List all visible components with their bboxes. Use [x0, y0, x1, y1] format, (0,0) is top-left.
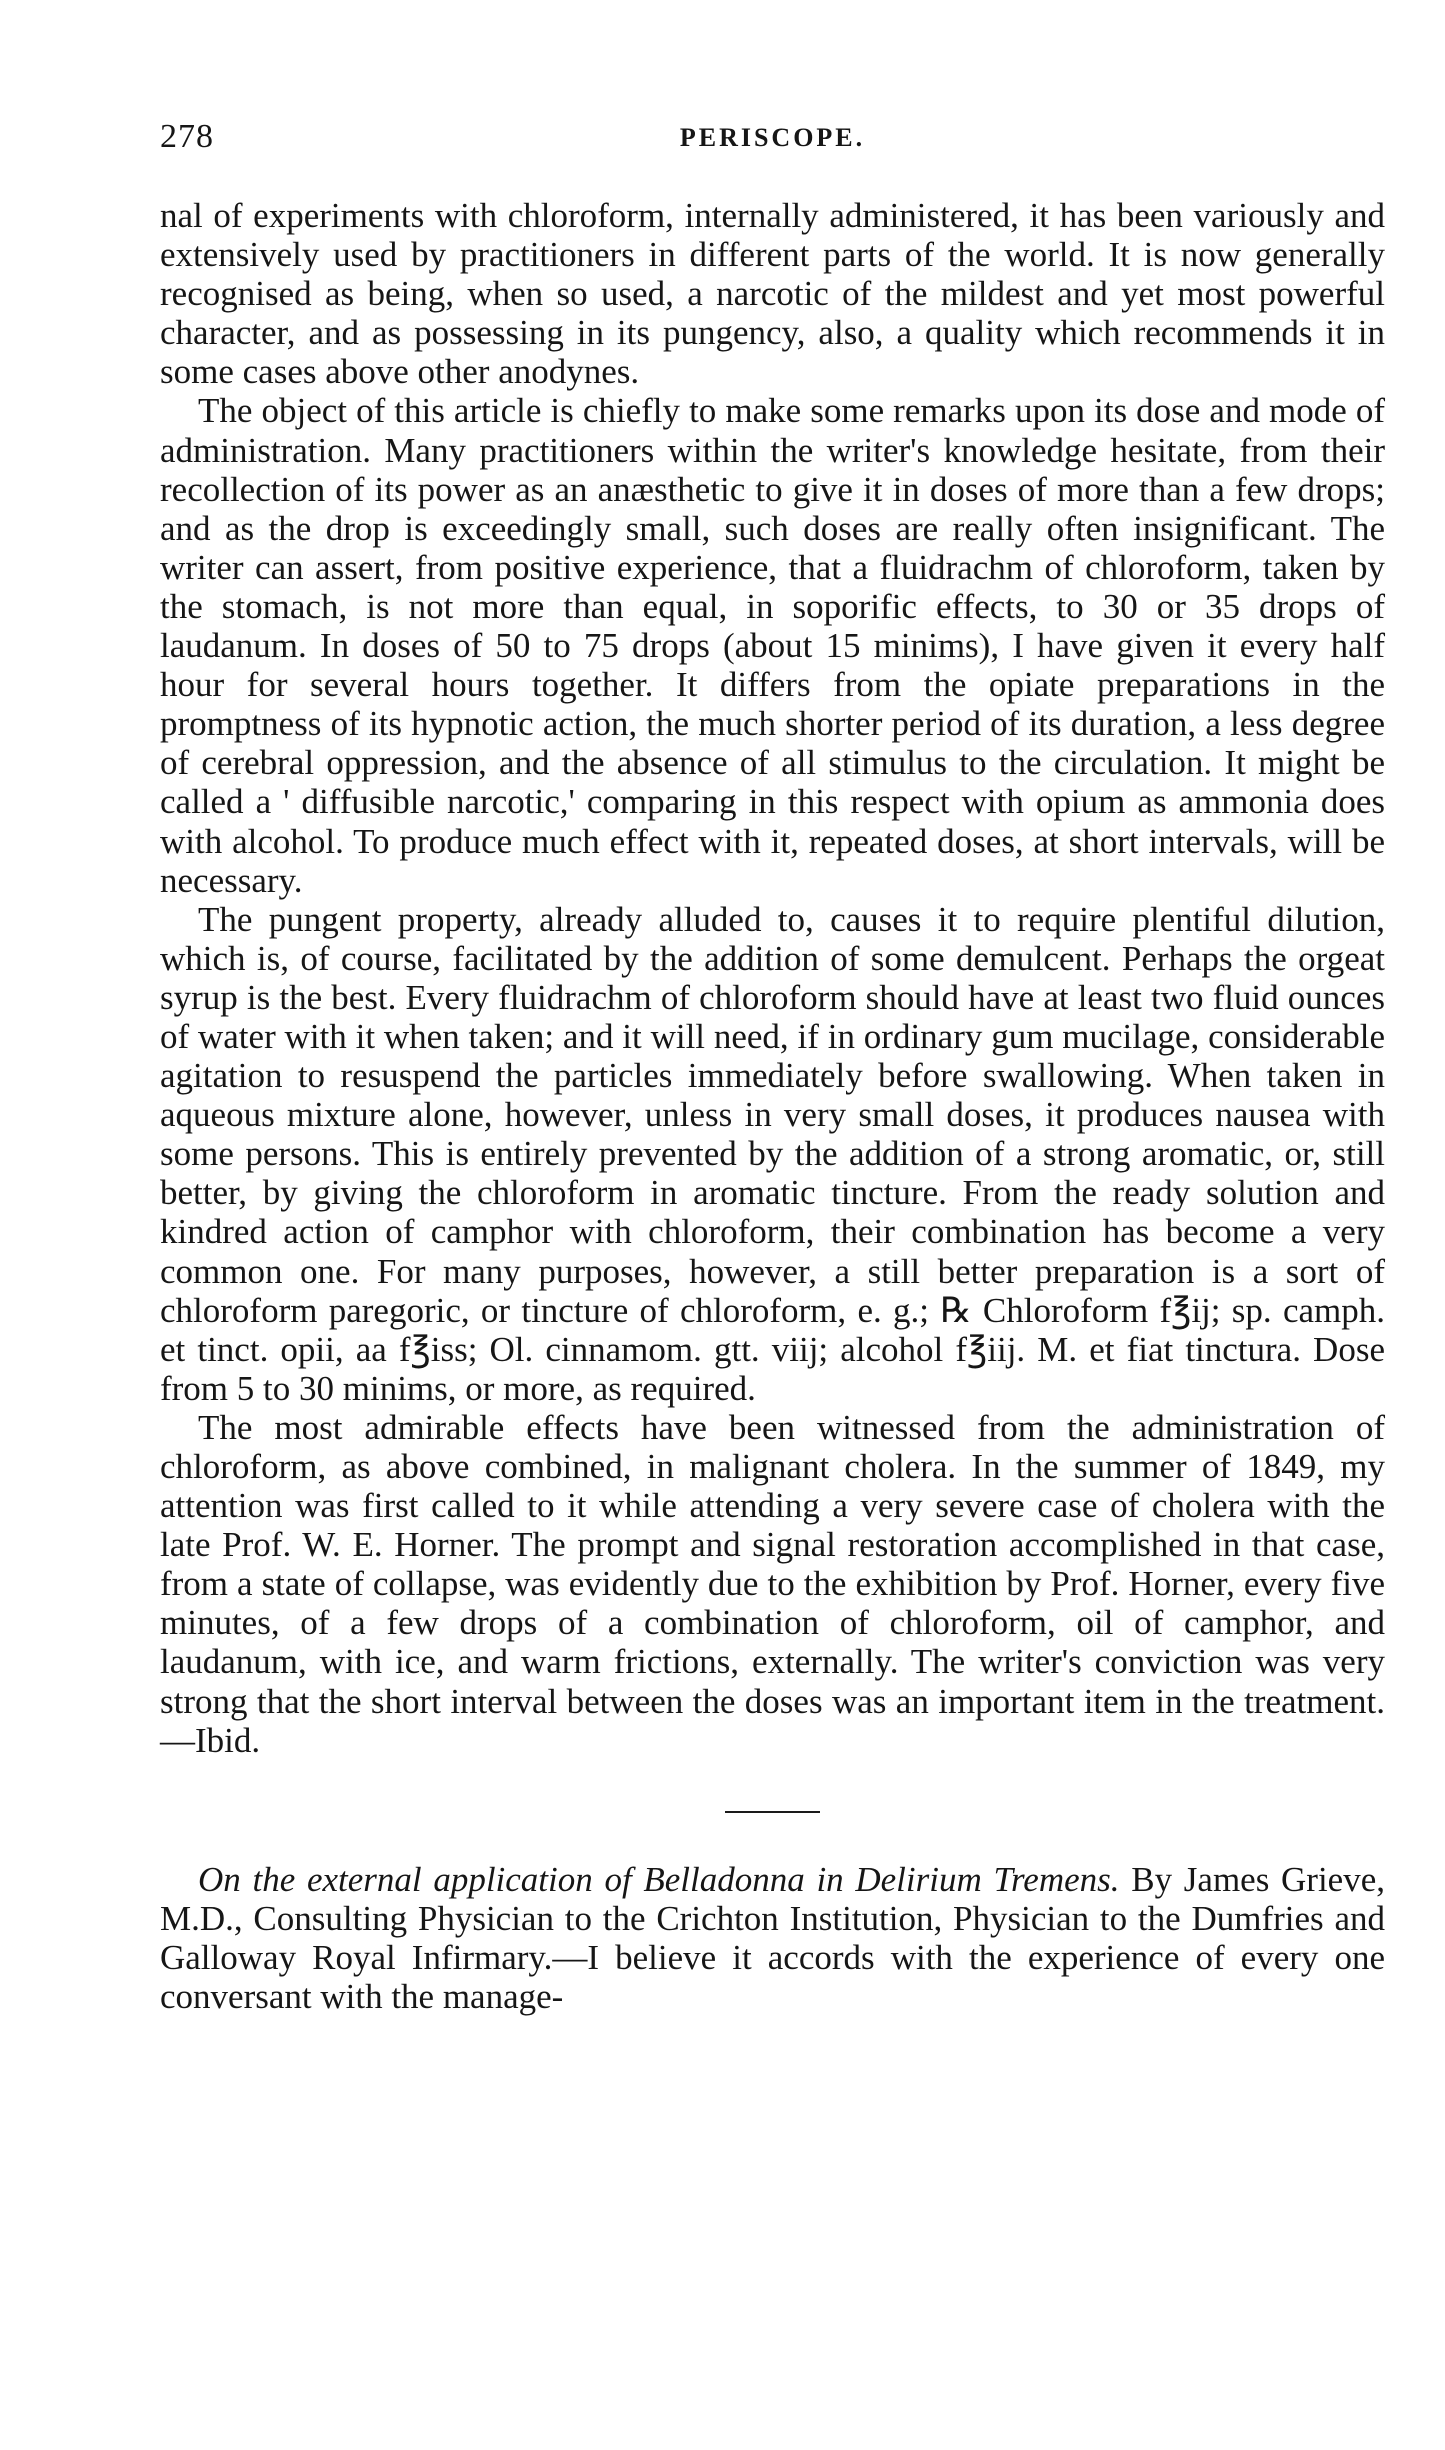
next-article-title: On the external application of Belladonna in Delirium Tremens. [198, 1859, 1120, 1899]
running-title: PERISCOPE. [679, 123, 866, 152]
running-header [160, 118, 1385, 174]
paragraph-3: The pungent property, already alluded to, causes it to require plentiful dilution, which is, of course, facilitated by the addition of some demulcent. Perhaps the orgeat syrup is the best. Every fluidrachm of chloroform should have at least two fluid ounces of water with it when taken; and it will need, if in ordinary gum mucilage, considerable agitation to resuspend the particles immediately before swallowing. When taken in aqueous mixture alone, however, unless in very small doses, it produces nausea with some persons. This is entirely prevented by the addition of a strong aromatic, or, still better, by giving the chloroform in aromatic tincture. From the ready solution and kindred action of camphor with chloroform, their combination has become a very common one. For many purposes, however, a still better preparation is a sort of chloroform paregoric, or tincture of chloroform, e. g.; ℞ Chloroform f℥ij; sp. camph. et tinct. opii, aa f℥iss; Ol. cinnamom. gtt. viij; alcohol f℥iij. M. et fiat tinctura. Dose from 5 to 30 minims, or more, as required. [160, 899, 1385, 1408]
section-divider [725, 1811, 820, 1813]
paragraph-4: The most admirable effects have been witnessed from the administration of chloroform, as above combined, in malignant cholera. In the summer of 1849, my attention was first called to it while attending a very severe case of cholera with the late Prof. W. E. Horner. The prompt and signal restoration accomplished in that case, from a state of collapse, was evidently due to the exhibition by Prof. Horner, every five minutes, of a few drops of a combination of chloroform, oil of camphor, and laudanum, with ice, and warm frictions, externally. The writer's conviction was very strong that the short interval between the doses was an important item in the treatment.—Ibid. [160, 1407, 1385, 1760]
next-article-paragraph [160, 1860, 1385, 2016]
paragraph-1: nal of experiments with chloroform, internally administered, it has been variously and extensively used by practitioners in different parts of the world. It is now generally recognised as being, when so used, a narcotic of the mildest and yet most powerful character, and as possessing in its pungency, also, a quality which recommends it in some cases above other anodynes. [160, 196, 1385, 392]
paragraph-2: The object of this article is chiefly to make some remarks upon its dose and mode of administration. Many practitioners within the writer's knowledge hesitate, from their recollection of its power as an anæsthetic to give it in doses of more than a few drops; and as the drop is exceedingly small, such doses are really often insignificant. The writer can assert, from positive experience, that a fluidrachm of chloroform, taken by the stomach, is not more than equal, in soporific effects, to 30 or 35 drops of laudanum. In doses of 50 to 75 drops (about 15 minims), I have given it every half hour for several hours together. It differs from the opiate preparations in the promptness of its hypnotic action, the much shorter period of its duration, a less degree of cerebral oppression, and the absence of all stimulus to the circulation. It might be called a ' diffusible narcotic,' comparing in this respect with opium as ammonia does with alcohol. To produce much effect with it, repeated doses, at short intervals, will be necessary. [160, 391, 1385, 900]
page-number: 278 [160, 118, 214, 155]
document-page [160, 118, 1385, 2016]
next-article-body: By James Grieve, M.D., Consulting Physician to the Crichton Institution, Physician to the Dumfries and Galloway Royal Infirmary.—I believe it accords with the experience of every one conversant with the manage- [160, 1859, 1385, 2017]
